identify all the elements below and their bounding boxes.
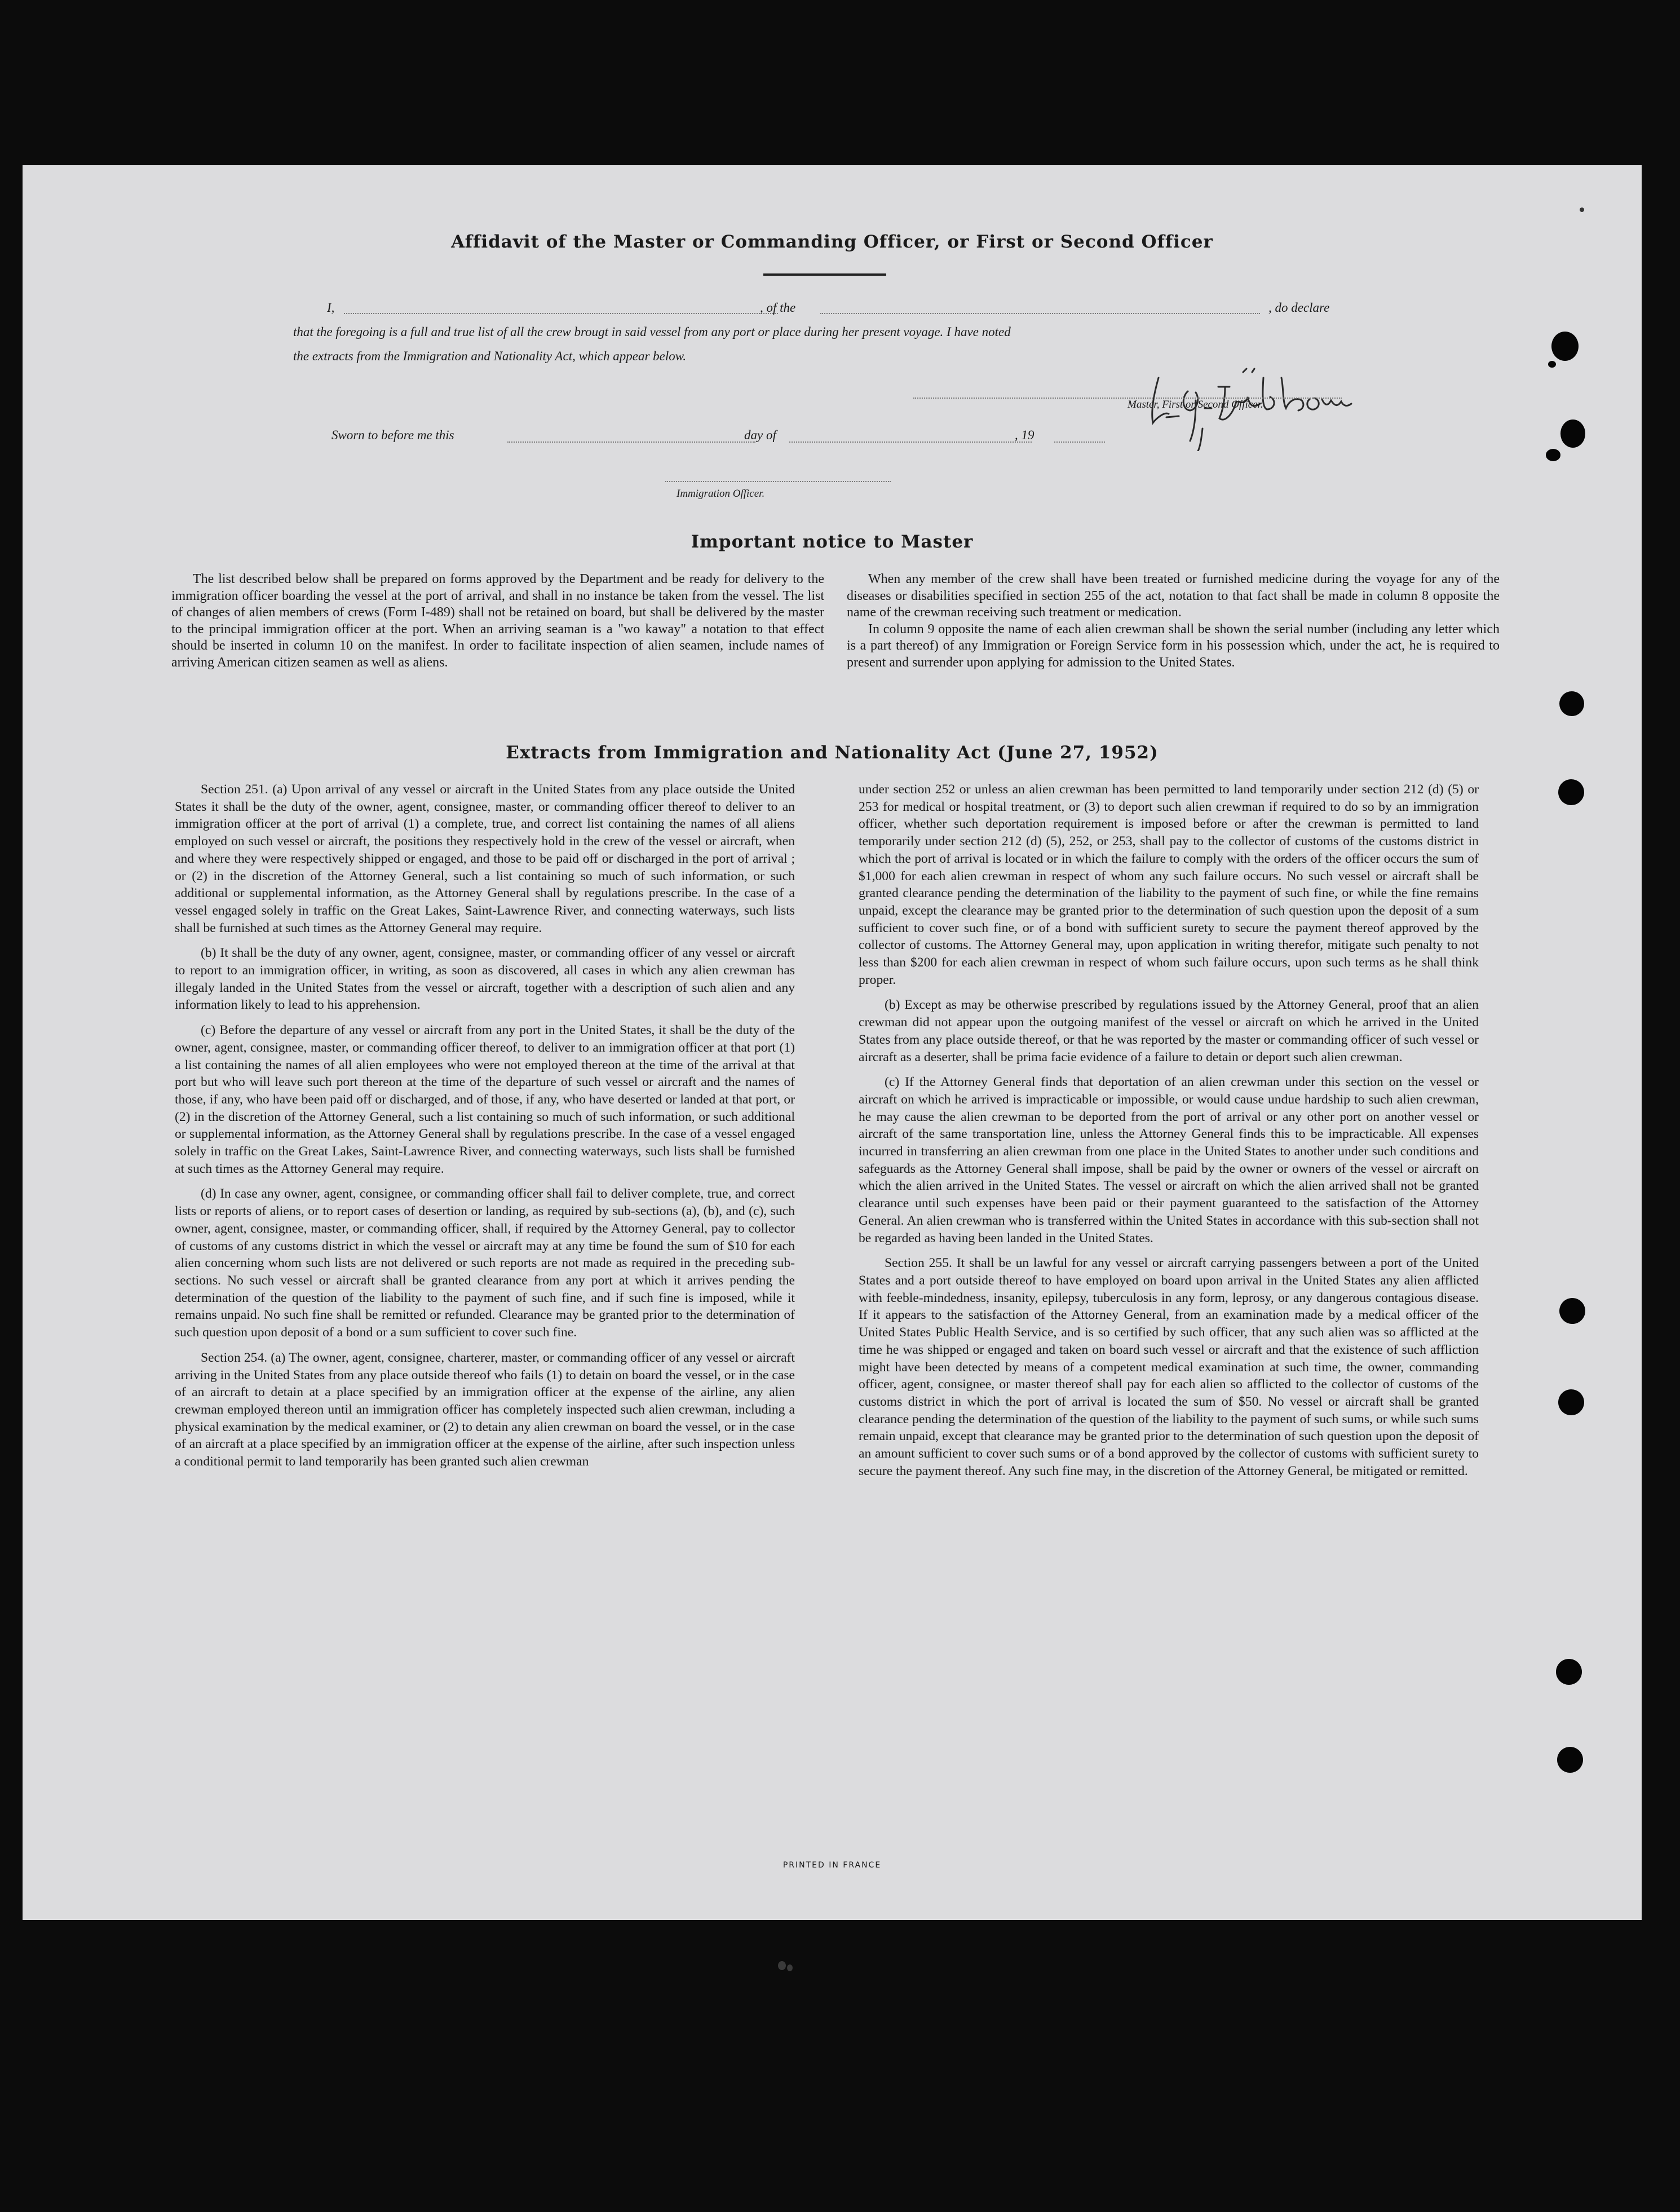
section-254-a: Section 254. (a) The owner, agent, consignee, charterer, master, or commanding officer of any vessel or aircraft arriving in the United States from any place outside thereof who fails (1) to detain on board the vessel, or in the case of an aircraft to detain at a place specified by an immigration officer at the expense of the airline, any alien crewman employed thereon until an immigration officer has completely inspected such alien crewman, including a physical examination by the medical examiner, or (2) to detain any alien crewman on board the vessel, or in the case of an aircraft at a place specified by an immigration officer at the expense of the airline, after such inspection unless a conditional permit to land temporarily has been granted such alien crewman <box>175 1350 795 1469</box>
extracts-left-column <box>175 781 795 1478</box>
printed-in-france-note: PRINTED IN FRANCE <box>782 1861 882 1870</box>
speck <box>1580 207 1584 212</box>
notice-title: Important notice to Master <box>691 532 974 552</box>
notice-right-text-2: In column 9 opposite the name of each alien crewman shall be shown the serial number (including any letter which is a part thereof) of any Immigration or Foreign Service form in his possession which, under the act, he is required to present and surrender upon applying for admission to the United States. <box>847 621 1500 670</box>
notice-left-text: The list described below shall be prepared on forms approved by the Department and be ready for delivery to the immigration officer boarding the vessel at the port of arrival, and shall in no instance be taken from the vessel. The list of changes of alien members of crews (Form I-489) shall not be retained on board, but shall be delivered by the master to the principal immigration officer at the port. When an arriving seaman is a "wo kaway" a notation to that effect should be inserted in column 10 on the manifest. In order to facilitate inspection of alien seamen, include names of arriving American citizen seamen as well as aliens. <box>171 572 824 670</box>
sworn-label: Sworn to before me this <box>331 428 454 442</box>
immigration-officer-signature-line <box>665 481 891 482</box>
declarant-name-field[interactable] <box>344 313 778 314</box>
sworn-year-field[interactable] <box>1054 441 1105 443</box>
declarant-prefix: I, <box>327 301 335 315</box>
notice-left-paragraph <box>171 571 824 672</box>
vessel-name-field[interactable] <box>820 313 1260 314</box>
punch-hole <box>1560 420 1585 448</box>
year-label: , 19 <box>1015 428 1034 442</box>
title-divider <box>763 273 886 276</box>
section-251-a: Section 251. (a) Upon arrival of any vessel or aircraft in the United States from any place outside the United States it shall be the duty of the owner, agent, consignee, master, or commanding officer thereof to deliver to an immigration officer at the port of arrival (1) a complete, true, and correct list containing the names of all aliens employed on such vessel or aircraft, the positions they respectively hold in the crew of the vessel or aircraft, when and where they were respectively shipped or engaged, and those to be paid off or discharged in the port of arrival ; or (2) in the discretion of the Attorney General, such a list containing so much of such information, or such additional or supplemental information, as the Attorney General shall by regulations prescribe. In the case of a vessel engaged solely in traffic on the Great Lakes, Saint-Lawrence River, and connecting waterways, such lists shall be furnished at such times as the Attorney General may require. <box>175 782 795 935</box>
sworn-day-field[interactable] <box>507 441 755 443</box>
affidavit-title: Affidavit of the Master or Commanding Officer, or First or Second Officer <box>451 232 1213 252</box>
punch-hole <box>1559 691 1584 716</box>
speck <box>778 1961 786 1970</box>
section-254-c: (c) If the Attorney General finds that deportation of an alien crewman under this section on the vessel or aircraft on which he arrived is impracticable or impossible, or would cause undue hardship to such alien crewman, he may cause the alien crewman to be deported from the port of arrival or any other port on another vessel or aircraft of the same transportation line, unless the Attorney General finds this to be impracticable. All expenses incurred in transferring an alien crewman from one place in the United States to another under such conditions and safeguards as the Attorney General shall impose, shall be paid by the owner or owners of the vessel or aircraft on which the alien arrived in the United States. The vessel or aircraft on which the alien arrived shall not be granted clearance until such expenses have been paid or their payment guaranteed to the satisfaction of the Attorney General. An alien crewman who is transferred within the United States in accordance with this sub-section shall not be regarded as having been landed in the United States. <box>859 1075 1479 1246</box>
punch-hole-mark <box>1546 449 1560 461</box>
extracts-title: Extracts from Immigration and Nationality Act (June 27, 1952) <box>506 743 1159 763</box>
affidavit-statement-line-2: the extracts from the Immigration and Nationality Act, which appear below. <box>293 349 687 363</box>
do-declare-label: , do declare <box>1268 301 1330 315</box>
day-of-label: day of <box>744 428 776 442</box>
document-page <box>23 165 1642 1920</box>
extracts-right-column <box>859 781 1479 1487</box>
punch-hole <box>1558 1389 1584 1415</box>
section-254-a-continued: under section 252 or unless an alien crewman has been permitted to land temporarily under section 212 (d) (5) or 253 for medical or hospital treatment, or (3) to deport such alien crewman if required to do so by an immigration officer, whether such deportation requirement is imposed before or after the crewman is permitted to land temporarily under section 212 (d) (5), 252, or 253, shall pay to the collector of customs of the customs district in which the port of arrival is located or in which the failure to comply with the orders of the officer occurs the sum of $1,000 for each alien crewman in respect of whom any such failure occurs. No such vessel or aircraft shall be granted clearance pending the determination of the liability to the payment of such fine, or while the fine remains unpaid, except the clearance may be granted prior to the determination of such question upon the deposit of a sum sufficient to cover such fine, or of a bond with sufficient surety to secure the payment thereof approved by the collector of customs. The Attorney General may, upon application in writing therefor, mitigate such penalty to not less than $200 for each alien crewman in respect of whom such failure occurs, upon such terms as he shall think proper. <box>859 782 1479 987</box>
signer-caption: Master, First or Second Officer. <box>1128 399 1263 410</box>
section-251-b: (b) It shall be the duty of any owner, agent, consignee, master, or commanding officer of any vessel or aircraft to report to an immigration officer, in writing, as soon as discovered, all cases in which any alien crewman has illegaly landed in the United States from the vessel or aircraft, together with a description of such alien and any information likely to lead to his apprehension. <box>175 946 795 1013</box>
punch-hole <box>1559 1298 1585 1324</box>
section-255: Section 255. It shall be un lawful for any vessel or aircraft carrying passengers between a port of the United States and a port outside thereof to have employed on board upon arrival in the United States any alien afflicted with feeble-mindedness, insanity, epilepsy, tuberculosis in any form, leprosy, or any dangerous contagious disease. If it appears to the satisfaction of the Attorney General, from an examination made by a medical officer of the United States Public Health Service, and is so certified by such officer, that any such alien was so afflicted at the time he was shipped or engaged and taken on board such vessel or aircraft and that the existence of such affliction might have been detected by means of a competent medical examination at such time, the owner, commanding officer, agent, consignee, or master thereof shall pay for each alien so afflicted to the collector of customs of the customs district in which the port of arrival is located the sum of $50. No vessel or aircraft shall be granted clearance pending the determination of the question of the liability to the payment of such sums, or while such sums remain unpaid, except that clearance may be granted prior to the determination of such question upon the deposit of an amount sufficient to cover such sums or of a bond approved by the collector of customs with sufficient surety to secure the payment thereof. Any such fine may, in the discretion of the Attorney General, be mitigated or remitted. <box>859 1256 1479 1478</box>
punch-hole <box>1551 332 1579 361</box>
section-254-b: (b) Except as may be otherwise prescribed by regulations issued by the Attorney General, proof that an alien crewman did not appear upon the outgoing manifest of the vessel or aircraft on which he arrived in the United States from any place outside thereof, or that he was reported by the master or commanding officer of such vessel or aircraft as a deserter, shall be prima facie evidence of a failure to detain or deport such alien crewman. <box>859 997 1479 1065</box>
punch-hole-mark <box>1548 361 1556 368</box>
sworn-month-field[interactable] <box>789 441 1032 443</box>
punch-hole <box>1557 1747 1583 1773</box>
speck <box>787 1964 793 1971</box>
affidavit-statement-line-1: that the foregoing is a full and true list of all the crew brougt in said vessel from any port or place during her present voyage. I have noted <box>293 325 1011 339</box>
punch-hole <box>1556 1659 1582 1685</box>
section-251-d: (d) In case any owner, agent, consignee, or commanding officer shall fail to deliver complete, true, and correct lists or reports of aliens, or to report cases of desertion or landing, as required by sub-sections (a), (b), and (c), such owner, agent, consignee, master, or commanding officer, shall, if required by the Attorney General, pay to collector of customs of any customs district in which the vessel or aircraft may at any time be found the sum of $10 for each alien concerning whom such lists are not delivered or such reports are not made as required in the preceding sub-sections. No such vessel or aircraft shall be granted clearance from any port at which it arrives pending the determination of the question of the liability to the payment of such fine, and if such fine is imposed, while it remains unpaid. No such fine shall be remitted or refunded. Clearance may be granted prior to the determination of such question upon deposit of a bond or a sum sufficient to cover such fine. <box>175 1186 795 1340</box>
section-251-c: (c) Before the departure of any vessel or aircraft from any port in the United States, it shall be the duty of the owner, agent, consignee, master, or commanding officer thereof, to deliver to an immigration officer at that port (1) a list containing the names of all alien employees who were not employed thereon at the time of the arrival at that port but who will leave such port thereon at the time of the departure of such vessel or aircraft and the names of those, if any, who have been paid off or discharged, and of those, if any, who have deserted or landed at that port, or (2) in the discretion of the Attorney General, such a list containing so much of such information, or such additional or supplemental information, as the Attorney General shall by regulations prescribe. In the case of a vessel engaged solely in traffic on the Great Lakes, Saint-Lawrence River, and connecting waterways, such lists shall be furnished at such times as the Attorney General may require. <box>175 1023 795 1176</box>
notice-right-column <box>847 571 1500 672</box>
notice-right-text-1: When any member of the crew shall have been treated or furnished medicine during the voyage for any of the diseases or disabilities specified in section 255 of the act, notation to that fact shall be made in column 8 opposite the name of the crewman receiving such treatment or medication. <box>847 572 1500 620</box>
punch-hole <box>1558 779 1584 805</box>
of-the-label: , of the <box>760 301 796 315</box>
immigration-officer-caption: Immigration Officer. <box>677 488 765 500</box>
